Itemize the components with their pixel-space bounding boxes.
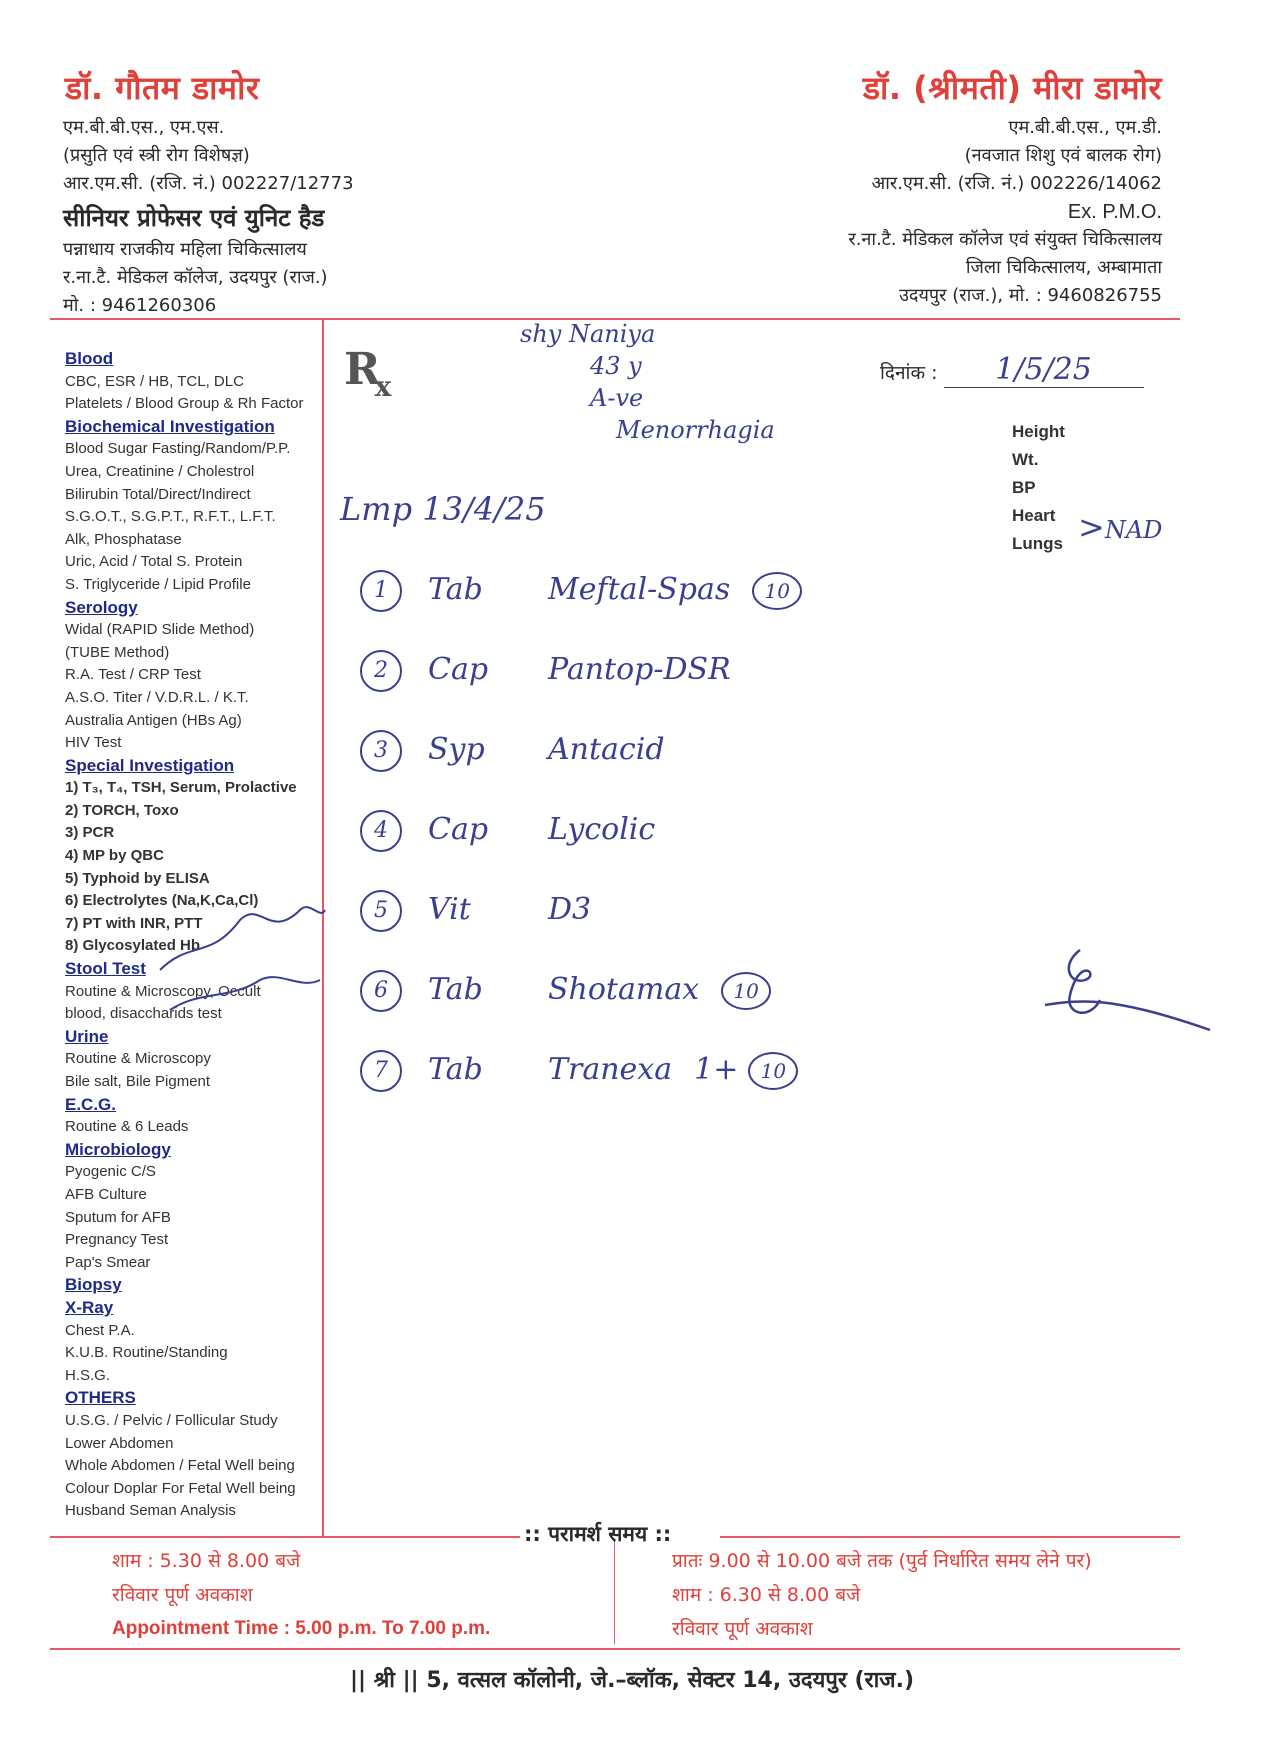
investigation-item: Pregnancy Test [65,1231,169,1249]
investigation-item: CBC, ESR / HB, TCL, DLC [65,372,244,390]
medicine-form: Tab [428,972,483,1007]
medicine-name: Lycolic [548,812,656,847]
doctor-signature [1040,945,1220,1035]
footer-bottom-divider [50,1648,1180,1650]
investigation-section-title: Biochemical Investigation [65,416,275,436]
patient-info [520,318,775,446]
patient-blood-group: A-ve [590,384,644,412]
investigation-item: AFB Culture [65,1185,147,1203]
investigation-item: blood, disaccharids test [65,1005,222,1023]
medicine-line [360,570,802,612]
date-label: दिनांक : [880,362,938,384]
investigation-item: Uric, Acid / Total S. Protein [65,553,243,571]
lmp-note: Lmp 13/4/25 [340,490,546,528]
vitals-note [1078,508,1162,546]
investigation-item: R.A. Test / CRP Test [65,666,201,684]
medicine-number: 7 [360,1050,402,1092]
investigation-item: Urea, Creatinine / Cholestrol [65,462,255,480]
medicine-line [360,810,677,852]
investigation-item: 4) MP by QBC [65,847,164,865]
right-doctor-reg: आर.एम.सी. (रजि. नं.) 002226/14062 [871,173,1162,194]
right-doctor-post: Ex. P.M.O. [1067,201,1162,223]
investigation-item: Routine & 6 Leads [65,1118,189,1136]
left-doctor-hospital: पन्नाधाय राजकीय महिला चिकित्सालय [63,239,307,260]
investigation-item: H.S.G. [65,1366,111,1384]
medicine-line [360,970,771,1012]
left-doctor-details [63,114,354,198]
investigation-item: K.U.B. Routine/Standing [65,1344,228,1362]
investigation-item: U.S.G. / Pelvic / Follicular Study [65,1411,278,1429]
medicine-number: 6 [360,970,402,1012]
investigation-item: (TUBE Method) [65,643,170,661]
investigation-section-title: X-Ray [65,1297,114,1317]
investigation-item: Alk, Phosphatase [65,530,182,548]
investigation-item: S. Triglyceride / Lipid Profile [65,575,251,593]
rx-r: R [344,344,381,395]
patient-age: 43 y [590,352,642,380]
medicine-line [360,730,687,772]
investigation-item: Lower Abdomen [65,1434,174,1452]
footer-evening-time: शाम : 5.30 से 8.00 बजे [112,1550,301,1572]
medicine-name: Shotamax [548,972,700,1007]
medicine-number: 3 [360,730,402,772]
investigation-item: S.G.O.T., S.G.P.T., R.F.T., L.F.T. [65,508,276,526]
investigation-section-title: OTHERS [65,1388,136,1408]
medicine-form: Syp [428,732,485,767]
right-doctor-specialty: (नवजात शिशु एवं बालक रोग) [964,145,1162,166]
investigation-item: Whole Abdomen / Fetal Well being [65,1457,295,1475]
investigation-section-title: Special Investigation [65,755,235,775]
vitals-list [1012,418,1065,558]
vital-bp: BP [1012,478,1036,497]
right-doctor-college: र.ना.टै. मेडिकल कॉलेज एवं संयुक्त चिकित्सालय [848,229,1162,250]
vitals-note-text: NAD [1104,516,1163,544]
investigation-item: Pyogenic C/S [65,1163,156,1181]
investigation-item: Pap's Smear [65,1253,151,1271]
patient-name: shy Naniya [520,320,656,348]
rx-symbol [344,344,397,403]
vitals-bracket: > [1078,508,1105,546]
investigation-section-title: Biopsy [65,1275,122,1295]
investigation-item: Sputum for AFB [65,1208,171,1226]
investigation-item: A.S.O. Titer / V.D.R.L. / K.T. [65,688,249,706]
investigation-item: Chest P.A. [65,1321,135,1339]
left-doctor-title: सीनियर प्रोफेसर एवं युनिट हैड [63,204,325,232]
footer-column-divider [614,1540,615,1644]
medicine-name: Antacid [548,732,665,767]
right-doctor-degree: एम.बी.बी.एस., एम.डी. [1008,117,1162,138]
right-doctor-hospital: जिला चिकित्सालय, अम्बामाता [965,257,1162,278]
medicine-line [360,1050,798,1092]
right-doctor-mobile: उदयपुर (राज.), मो. : 9460826755 [899,285,1162,306]
medicine-form: Vit [428,892,471,927]
investigation-section-title: Serology [65,597,138,617]
vital-weight: Wt. [1012,450,1039,469]
left-doctor-degree: एम.बी.बी.एस., एम.एस. [63,117,225,138]
left-doctor-name: डॉ. गौतम डामोर [65,69,260,107]
investigation-item: Widal (RAPID Slide Method) [65,621,255,639]
footer-divider-left [50,1536,520,1538]
clinic-address: || श्री || 5, वत्सल कॉलोनी, जे.–ब्लॉक, सेक्टर 14, उदयपुर (राज.) [349,1668,915,1693]
vital-lungs: Lungs [1012,534,1063,553]
investigation-item: 8) Glycosylated Hb [65,937,201,955]
date-field [880,352,1144,388]
investigation-item: Husband Seman Analysis [65,1502,236,1520]
investigation-item: Routine & Microscopy, Occult [65,982,261,1000]
patient-complaint: Menorrhagia [616,416,775,444]
investigation-section-title: Stool Test [65,959,146,979]
investigation-item: Platelets / Blood Group & Rh Factor [65,395,304,413]
investigation-item: Colour Doplar For Fetal Well being [65,1479,296,1497]
investigation-item: 1) T₃, T₄, TSH, Serum, Prolactive [65,779,297,797]
medicine-name: Meftal-Spas [548,572,731,607]
medicine-dose-note: 1+ [694,1052,739,1087]
medicine-quantity: 10 [748,1052,798,1090]
investigation-section-title: Urine [65,1026,109,1046]
investigation-item: Bile salt, Bile Pigment [65,1073,211,1090]
investigation-section-title: E.C.G. [65,1094,117,1114]
medicine-number: 1 [360,570,402,612]
left-doctor-college: र.ना.टै. मेडिकल कॉलेज, उदयपुर (राज.) [63,267,328,288]
medicine-quantity: 10 [752,572,802,610]
investigation-item: 2) TORCH, Toxo [65,801,179,819]
medicine-number: 2 [360,650,402,692]
medicine-line [360,890,613,932]
footer-left [112,1544,490,1646]
medicine-form: Tab [428,1052,483,1087]
sidebar-scribble [150,880,330,1020]
footer-right [672,1544,1092,1646]
medicine-number: 5 [360,890,402,932]
right-doctor-details [848,114,1162,310]
appointment-time: Appointment Time : 5.00 p.m. To 7.00 p.m. [112,1618,491,1639]
investigation-item: HIV Test [65,734,122,752]
footer-sunday-holiday: रविवार पूर्ण अवकाश [112,1584,253,1606]
footer-divider-right [720,1536,1180,1538]
left-doctor-address [63,236,328,320]
medicine-name: Pantop-DSR [548,652,731,687]
medicine-form: Tab [428,572,483,607]
medicine-number: 4 [360,810,402,852]
medicine-line [360,650,753,692]
footer-morning-time: प्रातः 9.00 से 10.00 बजे तक (पुर्व निर्धारित समय लेने पर) [672,1550,1092,1572]
investigation-item: 5) Typhoid by ELISA [65,869,210,887]
vital-height: Height [1012,422,1065,441]
rx-x: x [374,370,392,403]
investigation-item: 6) Electrolytes (Na,K,Ca,Cl) [65,892,259,910]
investigation-item: Australia Antigen (HBs Ag) [65,711,242,729]
right-doctor-name: डॉ. (श्रीमती) मीरा डामोर [862,69,1162,107]
date-value: 1/5/25 [944,352,1144,388]
vital-heart: Heart [1012,506,1056,525]
investigation-section-title: Blood [65,349,114,368]
medicine-form: Cap [428,812,489,847]
investigation-section-title: Microbiology [65,1139,171,1159]
investigation-item: 7) PT with INR, PTT [65,914,203,932]
investigation-item: 3) PCR [65,824,115,842]
left-doctor-reg: आर.एम.सी. (रजि. नं.) 002227/12773 [63,173,354,194]
investigation-item: Routine & Microscopy [65,1050,211,1068]
left-doctor-specialty: (प्रसुति एवं स्त्री रोग विशेषज्ञ) [63,145,250,166]
investigation-item: Bilirubin Total/Direct/Indirect [65,485,251,503]
investigation-item: Blood Sugar Fasting/Random/P.P. [65,440,291,458]
consult-title: :: परामर्श समय :: [524,1522,672,1546]
medicine-name: D3 [548,892,592,927]
medicine-quantity: 10 [721,972,771,1010]
footer-evening-time-right: शाम : 6.30 से 8.00 बजे [672,1584,861,1606]
medicine-form: Cap [428,652,489,687]
medicine-name: Tranexa [548,1052,673,1087]
footer-sunday-holiday-right: रविवार पूर्ण अवकाश [672,1618,813,1640]
left-doctor-mobile: मो. : 9461260306 [63,295,217,316]
